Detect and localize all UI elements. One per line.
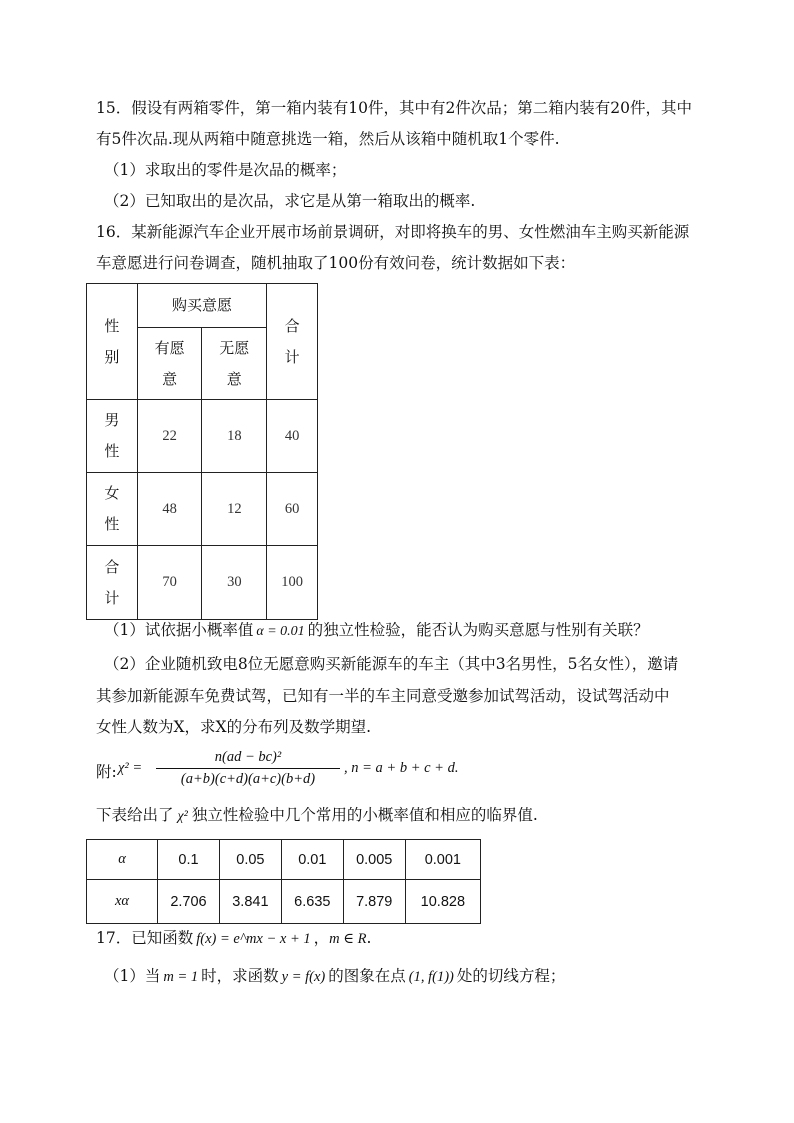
table-row bbox=[87, 473, 318, 546]
cell-no: 12 bbox=[202, 473, 267, 546]
header-yes: 有愿意 bbox=[137, 328, 202, 400]
q17-part1: （1）当 m = 1 时，求函数 y = f(x) 的图象在点 (1, f(1)) 处的切线方程； bbox=[104, 967, 566, 985]
fraction-bar bbox=[156, 768, 340, 769]
q17-stem: 17．已知函数 f(x) = e^mx − x + 1 ，m ∈ R. bbox=[96, 929, 372, 947]
q15-stem-line1: 15．假设有两箱零件，第一箱内装有10件，其中有2件次品；第二箱内装有20件，其中 bbox=[96, 99, 693, 117]
critical-value-table bbox=[86, 839, 481, 924]
table-row bbox=[87, 546, 318, 620]
x-cell: 10.828 bbox=[405, 880, 480, 924]
x-cell: 6.635 bbox=[281, 880, 343, 924]
q16-part1: （1）试依据小概率值 α = 0.01 的独立性检验，能否认为购买意愿与性别有关联？ bbox=[104, 621, 649, 639]
q16-part2-line1: （2）企业随机致电8位无愿意购买新能源车的车主（其中3名男性，5名女性），邀请 bbox=[104, 655, 679, 673]
exam-page: 15．假设有两箱零件，第一箱内装有10件，其中有2件次品；第二箱内装有20件，其中 有5件次品.现从两箱中随意挑选一箱，然后从该箱中随机取1个零件. （1）求取出的零件是次品的概率； （2）已知取出的是次品，求它是从第一箱取出的概率. 16．某新能源汽车企业开展市场前景调研，对即将换车的男、女性燃油车主购买新能源 车意愿进行问卷调查，随机抽取了100份有效问卷，统计数据如下表： 性别 购买意愿 合计 有愿意 无愿意 男性 22 18 40 女性 48 12 60 合计 70 30 100 （1）试依据小概率值 α = 0.01 的独立性检验，能否认为购买意愿与性别有关联？ （2）企业随机致电8位无愿意购买新能源车的车主（其中3名男性，5名女性），邀请 其参加新能源车免费试驾，已知有一半的车主同意受邀参加试驾活动，设试驾活动中 女性人数为X，求X的分布列及数学期望. 附: χ² = n(ad − bc)² (a+b)(c+d)(a+c)(b+d) , n = a + b + c + d. 下表给出了 χ² 独立性检验中几个常用的小概率值和相应的临界值. α 0.1 0.05 0.01 0.005 0.001 xα 2.706 3.841 6.635 7.879 10.828 17．已知函数 f(x) = e^mx − x + 1 ，m ∈ R. （1）当 m = 1 时，求函数 y = f(x) 的图象在点 (1, f(1)) 处的切线方程； bbox=[0, 0, 794, 1123]
alpha-cell: 0.05 bbox=[219, 840, 281, 880]
q16-part2-line2: 其参加新能源车免费试驾，已知有一半的车主同意受邀参加试驾活动，设试驾活动中 bbox=[96, 687, 670, 705]
header-gender: 性别 bbox=[87, 284, 138, 400]
row-label: 女性 bbox=[87, 473, 138, 546]
alpha-value: α = 0.01 bbox=[256, 624, 305, 639]
q16-stem-line2: 车意愿进行问卷调查，随机抽取了100份有效问卷，统计数据如下表： bbox=[96, 254, 576, 272]
q15-part1: （1）求取出的零件是次品的概率； bbox=[104, 161, 347, 179]
x-cell: 3.841 bbox=[219, 880, 281, 924]
formula-denominator: (a+b)(c+d)(a+c)(b+d) bbox=[180, 771, 316, 787]
q15-stem-line2: 有5件次品.现从两箱中随意挑选一箱，然后从该箱中随机取1个零件. bbox=[96, 130, 560, 148]
cell-no: 30 bbox=[202, 546, 267, 620]
cell-yes: 22 bbox=[137, 400, 202, 473]
cell-total: 100 bbox=[267, 546, 318, 620]
header-no: 无愿意 bbox=[202, 328, 267, 400]
header-total: 合计 bbox=[267, 284, 318, 400]
table-row bbox=[87, 880, 481, 924]
crit-table-intro: 下表给出了 χ² 独立性检验中几个常用的小概率值和相应的临界值. bbox=[96, 806, 538, 824]
survey-table bbox=[86, 283, 318, 620]
header-intent: 购买意愿 bbox=[137, 284, 266, 328]
alpha-cell: 0.01 bbox=[281, 840, 343, 880]
cell-total: 60 bbox=[267, 473, 318, 546]
formula-tail: , n = a + b + c + d. bbox=[344, 760, 459, 776]
cell-no: 18 bbox=[202, 400, 267, 473]
table-row bbox=[87, 840, 481, 880]
alpha-header: α bbox=[87, 840, 158, 880]
x-cell: 7.879 bbox=[343, 880, 405, 924]
table-row bbox=[87, 400, 318, 473]
q16-part2-line3: 女性人数为X，求X的分布列及数学期望. bbox=[96, 718, 371, 736]
function-definition: f(x) = e^mx − x + 1 bbox=[196, 931, 311, 947]
alpha-cell: 0.005 bbox=[343, 840, 405, 880]
row-label: 男性 bbox=[87, 400, 138, 473]
alpha-cell: 0.001 bbox=[405, 840, 480, 880]
q16-stem-line1: 16．某新能源汽车企业开展市场前景调研，对即将换车的男、女性燃油车主购买新能源 bbox=[96, 223, 690, 241]
row-label: 合计 bbox=[87, 546, 138, 620]
cell-yes: 48 bbox=[137, 473, 202, 546]
formula-numerator: n(ad − bc)² bbox=[214, 749, 282, 765]
alpha-cell: 0.1 bbox=[158, 840, 220, 880]
x-alpha-header: xα bbox=[87, 880, 158, 924]
x-cell: 2.706 bbox=[158, 880, 220, 924]
cell-total: 40 bbox=[267, 400, 318, 473]
q15-part2: （2）已知取出的是次品，求它是从第一箱取出的概率. bbox=[104, 192, 476, 210]
cell-yes: 70 bbox=[137, 546, 202, 620]
